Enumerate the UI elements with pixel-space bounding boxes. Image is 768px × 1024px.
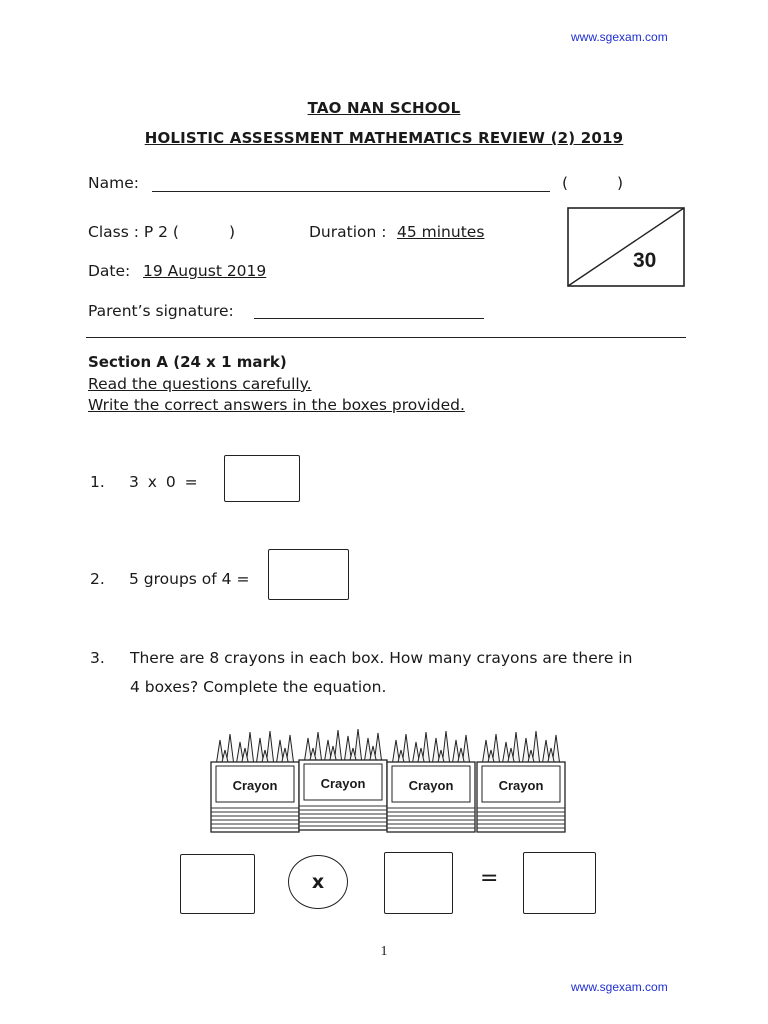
q3-multiplicand-box[interactable] (180, 854, 255, 914)
q3-text-line2: 4 boxes? Complete the equation. (130, 678, 387, 696)
score-box-frame (567, 207, 685, 287)
date-label: Date: (88, 262, 131, 280)
signature-line[interactable] (254, 318, 484, 319)
register-paren-close: ) (617, 174, 624, 192)
page-number: 1 (380, 944, 388, 959)
q3-text-line1: There are 8 crayons in each box. How many crayons are there in (130, 649, 633, 667)
instruction-read: Read the questions carefully. (88, 375, 312, 393)
duration-value: 45 minutes (397, 223, 485, 241)
score-total: 30 (633, 249, 657, 272)
name-label: Name: (88, 174, 139, 192)
register-paren-open: ( (562, 174, 569, 192)
date-value: 19 August 2019 (143, 262, 267, 280)
header-divider (86, 337, 686, 338)
score-box (567, 207, 685, 287)
q3-product-box[interactable] (523, 852, 596, 914)
site-url-bottom[interactable]: www.sgexam.com (571, 980, 668, 994)
name-line[interactable] (152, 191, 550, 192)
class-paren-close: ) (229, 223, 236, 241)
site-url-top[interactable]: www.sgexam.com (571, 30, 668, 44)
q3-multiplier-box[interactable] (384, 852, 453, 914)
class-label: Class : P 2 ( (88, 223, 179, 241)
q1-text: 3 x 0 = (129, 473, 198, 491)
crayon-label: Crayon (232, 778, 278, 793)
crayon-label: Crayon (498, 778, 544, 793)
school-name: TAO NAN SCHOOL (307, 99, 461, 117)
paper-title: HOLISTIC ASSESSMENT MATHEMATICS REVIEW (2) 2019 (144, 129, 624, 147)
instruction-write: Write the correct answers in the boxes provided. (88, 396, 465, 414)
section-title: Section A (24 x 1 mark) (88, 353, 287, 371)
times-symbol: x (288, 855, 348, 909)
q2-number: 2. (90, 570, 105, 588)
q1-number: 1. (90, 473, 105, 491)
q1-answer-box[interactable] (224, 455, 300, 502)
crayon-box-3 (386, 726, 476, 834)
equals-symbol: = (480, 866, 499, 891)
signature-label: Parent’s signature: (88, 302, 234, 320)
q3-number: 3. (90, 649, 105, 667)
crayon-box-1 (210, 726, 300, 834)
duration-label: Duration : (309, 223, 387, 241)
q2-text: 5 groups of 4 = (129, 570, 250, 588)
q2-answer-box[interactable] (268, 549, 349, 600)
crayon-box-4 (476, 726, 566, 834)
crayon-label: Crayon (408, 778, 454, 793)
crayon-label: Crayon (320, 776, 366, 791)
crayon-box-2 (298, 724, 388, 832)
